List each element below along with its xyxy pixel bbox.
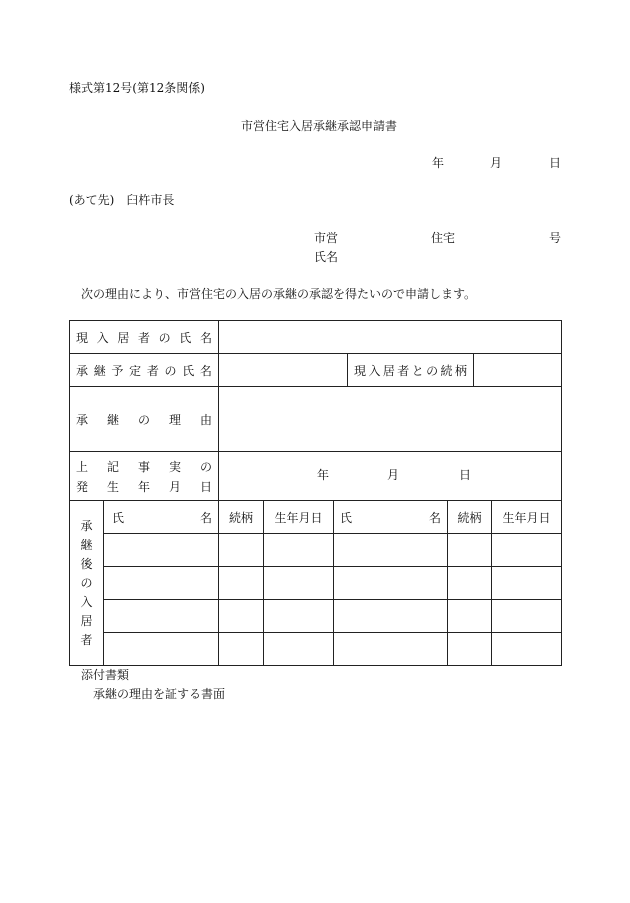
current-resident-name-text: 現 入 居 者 の 氏 名 bbox=[76, 330, 212, 345]
successor-name-field[interactable] bbox=[219, 354, 348, 387]
col-name-header-2 bbox=[334, 501, 448, 534]
col-name-header bbox=[104, 501, 219, 534]
date-day-label: 日 bbox=[549, 156, 562, 170]
current-resident-name-field[interactable] bbox=[219, 321, 562, 354]
occurrence-date-field[interactable] bbox=[219, 452, 562, 501]
col-name-left-2: 氏 bbox=[340, 510, 353, 525]
resident-relationship-cell-2[interactable] bbox=[448, 534, 492, 567]
applicant-housing-suffix: 号 bbox=[549, 231, 562, 245]
resident-name-cell[interactable] bbox=[104, 567, 219, 600]
resident-relationship-cell-2[interactable] bbox=[448, 600, 492, 633]
resident-row bbox=[70, 534, 562, 567]
resident-relationship-cell[interactable] bbox=[219, 600, 264, 633]
resident-row bbox=[70, 633, 562, 666]
resident-birthdate-cell-2[interactable] bbox=[492, 600, 562, 633]
col-name-right: 名 bbox=[200, 510, 213, 525]
occurrence-line2: 発 生 年 月 日 bbox=[76, 479, 213, 494]
occurrence-line1: 上 記 事 実 の bbox=[76, 459, 213, 474]
date-year-label: 年 bbox=[432, 156, 445, 170]
occurrence-date-label bbox=[70, 452, 219, 501]
residents-header-row bbox=[70, 501, 562, 534]
resident-birthdate-cell-2[interactable] bbox=[492, 633, 562, 666]
resident-name-cell-2[interactable] bbox=[334, 633, 448, 666]
resident-name-cell[interactable] bbox=[104, 534, 219, 567]
col-relationship-header-2: 続柄 bbox=[448, 501, 492, 534]
row-occurrence-date bbox=[70, 452, 562, 501]
resident-birthdate-cell[interactable] bbox=[264, 600, 334, 633]
applicant-name-label: 氏名 bbox=[314, 250, 339, 264]
application-table bbox=[69, 320, 562, 666]
resident-name-cell-2[interactable] bbox=[334, 567, 448, 600]
col-name-right-2: 名 bbox=[429, 510, 442, 525]
date-month-label: 月 bbox=[490, 156, 503, 170]
residents-after-text: 承 継 後 の 入 居 者 bbox=[80, 518, 93, 647]
occurrence-month-label: 月 bbox=[387, 468, 400, 482]
relationship-label bbox=[348, 354, 474, 387]
resident-row bbox=[70, 600, 562, 633]
successor-name-text: 承 継 予 定 者 の 氏 名 bbox=[76, 363, 212, 378]
row-current-resident bbox=[70, 321, 562, 354]
resident-relationship-cell[interactable] bbox=[219, 633, 264, 666]
body-text: 次の理由により、市営住宅の入居の承継の承認を得たいので申請します。 bbox=[81, 287, 477, 301]
row-reason bbox=[70, 387, 562, 452]
resident-relationship-cell[interactable] bbox=[219, 534, 264, 567]
relationship-field[interactable] bbox=[474, 354, 562, 387]
resident-name-cell-2[interactable] bbox=[334, 534, 448, 567]
resident-birthdate-cell-2[interactable] bbox=[492, 567, 562, 600]
successor-name-label bbox=[70, 354, 219, 387]
document-title: 市営住宅入居承継承認申請書 bbox=[241, 119, 398, 133]
addressee: (あて先) 臼杵市長 bbox=[69, 193, 175, 207]
resident-name-cell-2[interactable] bbox=[334, 600, 448, 633]
occurrence-year-label: 年 bbox=[317, 468, 330, 482]
reason-field[interactable] bbox=[219, 387, 562, 452]
resident-birthdate-cell[interactable] bbox=[264, 534, 334, 567]
col-birthdate-header: 生年月日 bbox=[264, 501, 334, 534]
current-resident-name-label bbox=[70, 321, 219, 354]
attachments-label: 添付書類 bbox=[81, 668, 130, 682]
col-relationship-header: 続柄 bbox=[219, 501, 264, 534]
row-successor bbox=[70, 354, 562, 387]
reason-text: 承 継 の 理 由 bbox=[76, 412, 213, 427]
attachment-item: 承継の理由を証する書面 bbox=[93, 687, 226, 701]
reason-label bbox=[70, 387, 219, 452]
col-name-left: 氏 bbox=[112, 510, 125, 525]
resident-birthdate-cell-2[interactable] bbox=[492, 534, 562, 567]
col-birthdate-header-2: 生年月日 bbox=[492, 501, 562, 534]
resident-name-cell[interactable] bbox=[104, 600, 219, 633]
resident-name-cell[interactable] bbox=[104, 633, 219, 666]
form-number: 様式第12号(第12条関係) bbox=[69, 81, 205, 95]
applicant-housing-mid: 住宅 bbox=[431, 231, 456, 245]
resident-relationship-cell-2[interactable] bbox=[448, 633, 492, 666]
resident-birthdate-cell[interactable] bbox=[264, 567, 334, 600]
residents-after-label bbox=[70, 501, 104, 666]
resident-birthdate-cell[interactable] bbox=[264, 633, 334, 666]
occurrence-day-label: 日 bbox=[459, 468, 472, 482]
applicant-housing-prefix: 市営 bbox=[314, 231, 339, 245]
relationship-text: 現 入 居 者 と の 続 柄 bbox=[354, 363, 467, 378]
resident-relationship-cell-2[interactable] bbox=[448, 567, 492, 600]
resident-row bbox=[70, 567, 562, 600]
resident-relationship-cell[interactable] bbox=[219, 567, 264, 600]
